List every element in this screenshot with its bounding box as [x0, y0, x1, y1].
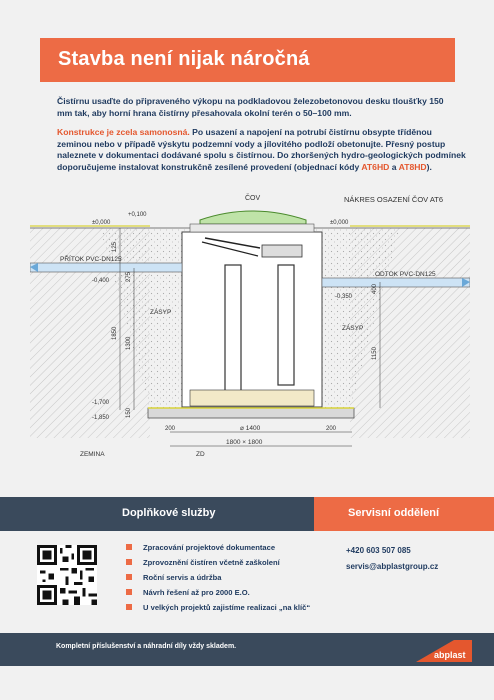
- construction-text: Po usazení a napojení na potrubí čistírnu obsypte tříděnou zeminou nebo v případě výskytu podzemní vody a jílovitého podloží obetonujte. Přesný postup naleznete v dokumentaci dodávané spolu s čistírnou. Do zhoršených hydro-geologických podmínek doporučujeme instalovat konstrukčně zesílené provedení (objednací kódy: [57, 127, 466, 172]
- list-item: U velkých projektů zajistíme realizaci „na klíč“: [126, 602, 310, 617]
- code-at6hd: AT6HD: [361, 161, 390, 172]
- bullet-square-icon: [126, 559, 132, 565]
- label-lvl-1850: -1,850: [92, 415, 110, 421]
- list-item: Roční servis a údržba: [126, 572, 310, 587]
- label-dim-1150: 1150: [372, 347, 378, 360]
- email-link[interactable]: servis@abplastgroup.cz: [346, 562, 439, 571]
- label-pritok: PŘÍTOK PVC-DN125: [60, 256, 122, 263]
- tank-body: [182, 232, 322, 407]
- list-item: Zpracování projektové dokumentace: [126, 542, 310, 557]
- qr-code-icon[interactable]: [37, 545, 97, 605]
- code-and: a: [389, 161, 399, 172]
- construction-paragraph: [57, 127, 467, 173]
- label-lvl-0100: +0,100: [128, 212, 147, 218]
- contact-block: [346, 543, 438, 575]
- bullet-square-icon: [126, 589, 132, 595]
- label-dim-1300: 1300: [126, 336, 132, 350]
- logo-text: abplast: [434, 650, 466, 660]
- construction-end: ).: [426, 161, 432, 172]
- label-lvl-0-right: ±0,000: [330, 220, 349, 226]
- label-lvl-0-top: ±0,000: [92, 220, 111, 226]
- bullet-square-icon: [126, 574, 132, 580]
- label-zasyp-left: ZÁSYP: [150, 309, 172, 316]
- label-lvl-0350: -0,350: [335, 294, 353, 300]
- self-supporting-highlight: Konstrukce je zcela samonosná.: [57, 127, 190, 137]
- tank-lid: [200, 211, 306, 224]
- label-dim-275: 275: [126, 271, 132, 282]
- label-zasyp-right: ZÁSYP: [342, 325, 364, 332]
- title-banner: [40, 38, 455, 82]
- abplast-logo: [414, 636, 474, 666]
- label-dim-1400: ⌀ 1400: [240, 425, 261, 432]
- list-item: Zprovoznění čistíren včetně zaškolení: [126, 557, 310, 572]
- phone-number[interactable]: +420 603 507 085: [346, 546, 411, 555]
- intro-paragraph: Čistírnu usaďte do připraveného výkopu na podkladovou železobetonovou desku tloušťky 150 mm tak, aby horní hrana čistírny přesahovala okolní terén o 50–100 mm.: [57, 96, 444, 118]
- page-title: Stavba není nijak náročná: [58, 48, 310, 70]
- label-dim-1800: 1800 × 1800: [226, 439, 263, 446]
- footer-note: Kompletní příslušenství a náhradní díly vždy skladem.: [56, 643, 237, 650]
- label-dim-125: 125: [112, 241, 118, 252]
- installation-drawing: [30, 190, 470, 475]
- concrete-slab: [148, 408, 354, 418]
- label-zemina: ZEMINA: [80, 451, 105, 458]
- services-bar: [0, 497, 494, 531]
- bullet-square-icon: [126, 544, 132, 550]
- services-title: Doplňkové služby: [122, 507, 216, 519]
- label-zd: ZD: [196, 451, 205, 458]
- bullet-square-icon: [126, 604, 132, 610]
- service-department-title: Servisní oddělení: [348, 507, 440, 519]
- inflow-pipe: [30, 263, 182, 272]
- label-dim-1850: 1850: [112, 326, 118, 340]
- label-lvl-1700: -1,700: [92, 400, 110, 406]
- label-dim-200b: 200: [326, 426, 337, 432]
- label-lvl-0400: -0,400: [92, 278, 110, 284]
- code-at8hd: AT8HD: [398, 161, 427, 172]
- label-dim-150: 150: [126, 407, 132, 418]
- drawing-title: NÁKRES OSAZENÍ ČOV AT6: [344, 195, 444, 204]
- services-list: [126, 542, 310, 617]
- list-item: Návrh řešení až pro 2000 E.O.: [126, 587, 310, 602]
- label-dim-400: 400: [372, 283, 378, 294]
- label-cov: ČOV: [245, 195, 261, 202]
- label-dim-200a: 200: [165, 426, 176, 432]
- label-odtok: ODTOK PVC-DN125: [375, 271, 436, 278]
- service-department-box: [314, 497, 494, 531]
- outflow-pipe: [322, 278, 470, 287]
